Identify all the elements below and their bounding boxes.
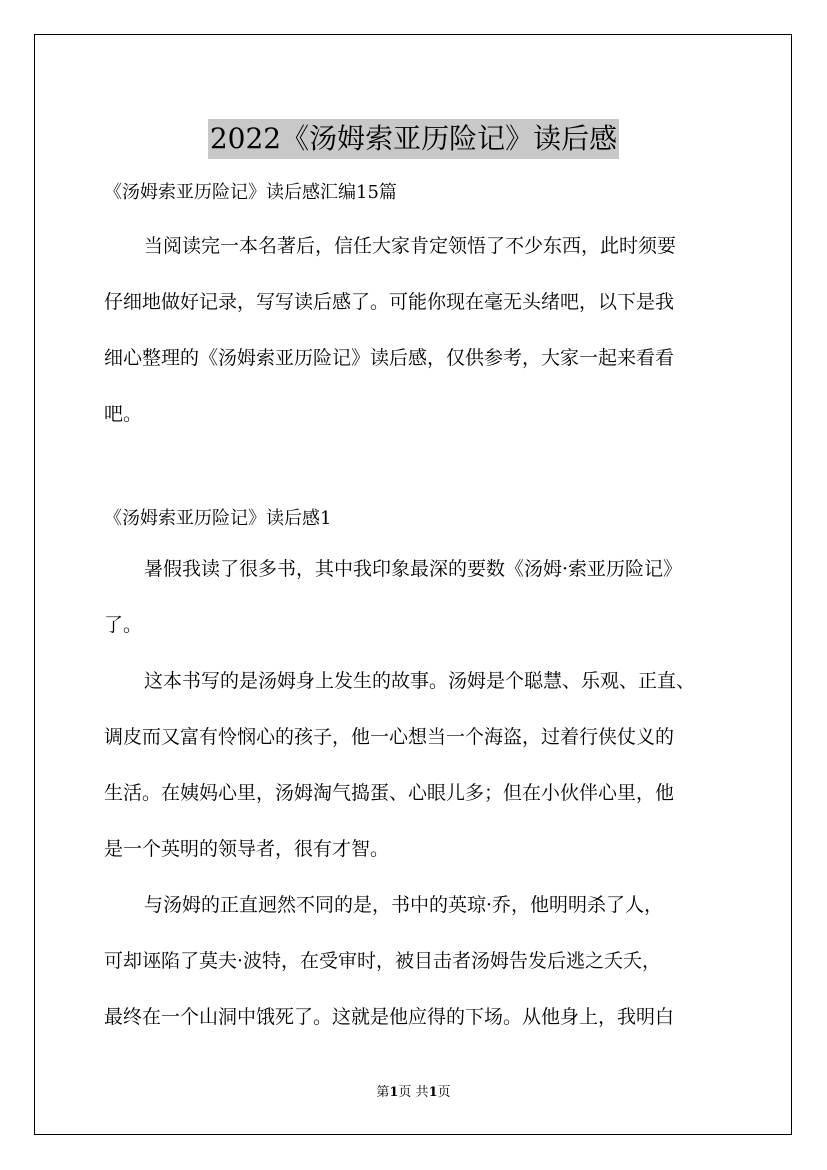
footer-page-prefix: 第	[376, 1085, 390, 1100]
body-line: 这本书写的是汤姆身上发生的故事。汤姆是个聪慧、乐观、正直、	[144, 670, 696, 692]
intro-line: 吧。	[104, 403, 143, 425]
page-footer	[0, 1084, 827, 1102]
body-line: 可却诬陷了莫夫·波特，在受审时，被目击者汤姆告发后逃之夭夭，	[104, 950, 662, 972]
footer-page-current: 1	[389, 1085, 399, 1100]
section-heading: 《汤姆索亚历险记》读后感1	[104, 508, 332, 529]
intro-paragraph	[104, 218, 744, 442]
footer-page-suffix: 页	[437, 1085, 451, 1100]
intro-line: 当阅读完一本名著后，信任大家肯定领悟了不少东西，此时须要	[144, 235, 677, 257]
intro-line: 细心整理的《汤姆索亚历险记》读后感，仅供参考，大家一起来看看	[104, 347, 675, 369]
title-container	[0, 100, 827, 178]
intro-line: 仔细地做好记录，写写读后感了。可能你现在毫无头绪吧，以下是我	[104, 291, 675, 313]
document-subtitle: 《汤姆索亚历险记》读后感汇编15篇	[104, 182, 397, 203]
body-line: 生活。在姨妈心里，汤姆淘气捣蛋、心眼儿多；但在小伙伴心里，他	[104, 782, 675, 804]
footer-page-total: 1	[428, 1085, 438, 1100]
body-line: 暑假我读了很多书，其中我印象最深的要数《汤姆·索亚历险记》	[144, 558, 683, 580]
body-line: 调皮而又富有怜悯心的孩子，他一心想当一个海盗，过着行侠仗义的	[104, 726, 675, 748]
section-body	[104, 541, 744, 1045]
body-line: 了。	[104, 614, 143, 636]
body-line: 是一个英明的领导者，很有才智。	[104, 838, 390, 860]
body-line: 与汤姆的正直迥然不同的是，书中的英琼·乔，他明明杀了人，	[144, 894, 664, 916]
body-line: 最终在一个山洞中饿死了。这就是他应得的下场。从他身上，我明白	[104, 1006, 675, 1028]
document-title: 2022《汤姆索亚历险记》读后感	[208, 119, 619, 159]
footer-page-mid: 页 共	[398, 1085, 429, 1100]
